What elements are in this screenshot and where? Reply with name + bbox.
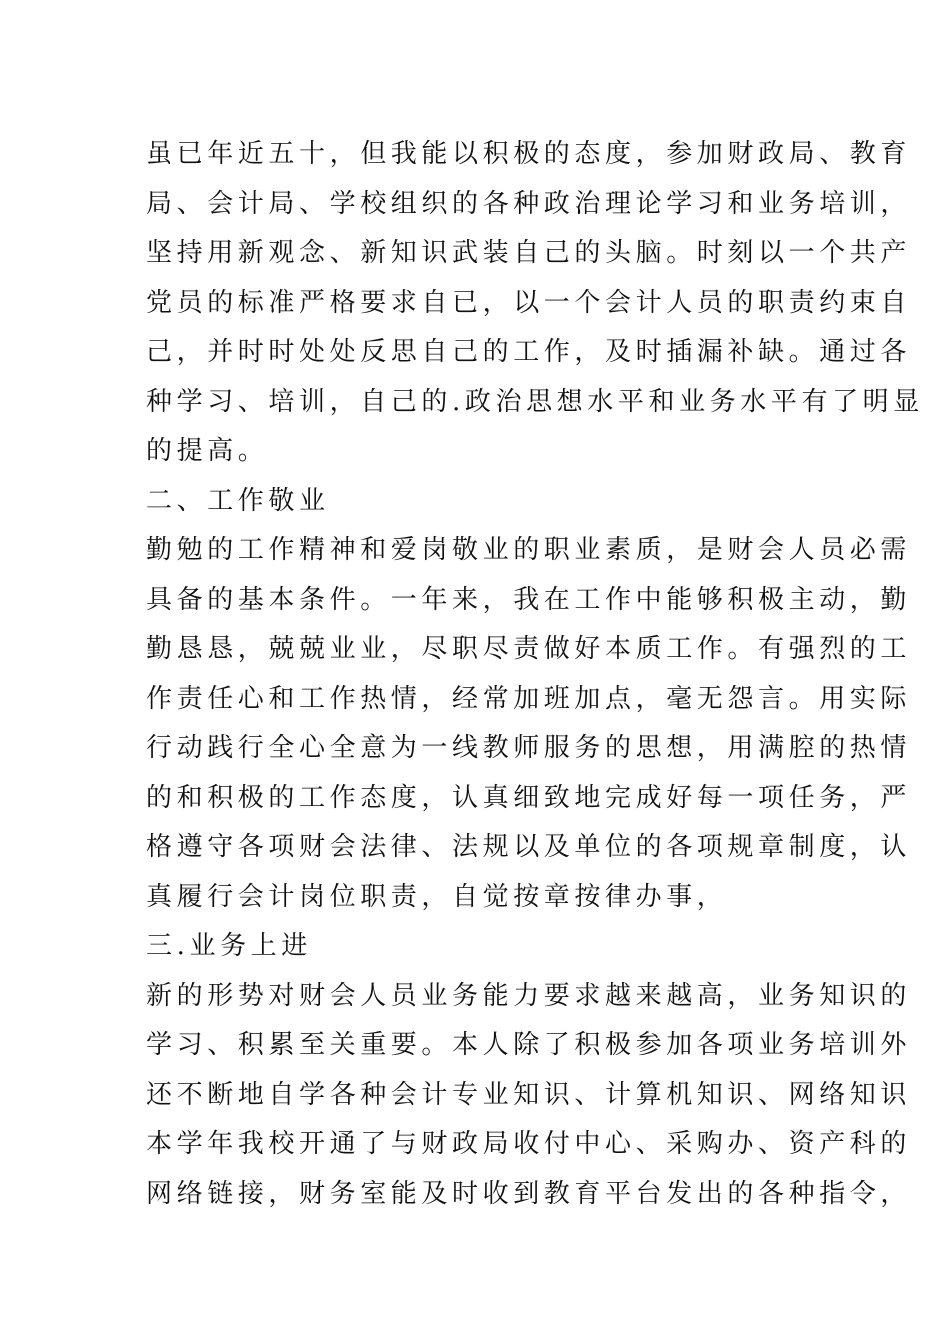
paragraph-line: 作责任心和工作热情，经常加班加点，毫无怨言。用实际 — [146, 683, 912, 714]
paragraph-line: 勤恳恳，兢兢业业，尽职尽责做好本质工作。有强烈的工 — [146, 634, 912, 664]
paragraph-line: 种学习、培训，自己的.政治思想水平和业务水平有了明显 — [146, 386, 924, 417]
paragraph-line: 坚持用新观念、新知识武装自己的头脑。时刻以一个共产 — [146, 238, 912, 268]
paragraph-line: 格遵守各项财会法律、法规以及单位的各项规章制度，认 — [146, 832, 912, 862]
paragraph-line: 具备的基本条件。一年来，我在工作中能够积极主动，勤 — [146, 584, 912, 615]
paragraph-line: 己，并时时处处反思自己的工作，及时插漏补缺。通过各 — [146, 337, 912, 367]
paragraph-line: 真履行会计岗位职责，自觉按章按律办事， — [146, 881, 728, 912]
paragraph-line: 局、会计局、学校组织的各种政治理论学习和业务培训， — [146, 188, 912, 219]
section-heading-work: 二、工作敬业 — [146, 485, 330, 516]
paragraph-line: 勤勉的工作精神和爱岗敬业的职业素质，是财会人员必需 — [146, 535, 912, 565]
section-heading-business: 三.业务上进 — [146, 931, 312, 961]
paragraph-line: 本学年我校开通了与财政局收付中心、采购办、资产科的 — [146, 1129, 912, 1159]
paragraph-line: 还不断地自学各种会计专业知识、计算机知识、网络知识 — [146, 1079, 912, 1110]
document-body — [146, 130, 924, 1219]
paragraph-line: 虽已年近五十，但我能以积极的态度，参加财政局、教育 — [146, 139, 912, 169]
paragraph-line: 学习、积累至关重要。本人除了积极参加各项业务培训外 — [146, 1030, 912, 1060]
paragraph-line: 的提高。 — [146, 436, 269, 466]
paragraph-line: 党员的标准严格要求自已，以一个会计人员的职责约束自 — [146, 287, 912, 318]
paragraph-line: 的和积极的工作态度，认真细致地完成好每一项任务，严 — [146, 782, 912, 813]
paragraph-line: 新的形势对财会人员业务能力要求越来越高，业务知识的 — [146, 980, 912, 1011]
paragraph-line: 网络链接，财务室能及时收到教育平台发出的各种指令， — [146, 1178, 912, 1209]
paragraph-line: 行动践行全心全意为一线教师服务的思想，用满腔的热情 — [146, 733, 912, 763]
